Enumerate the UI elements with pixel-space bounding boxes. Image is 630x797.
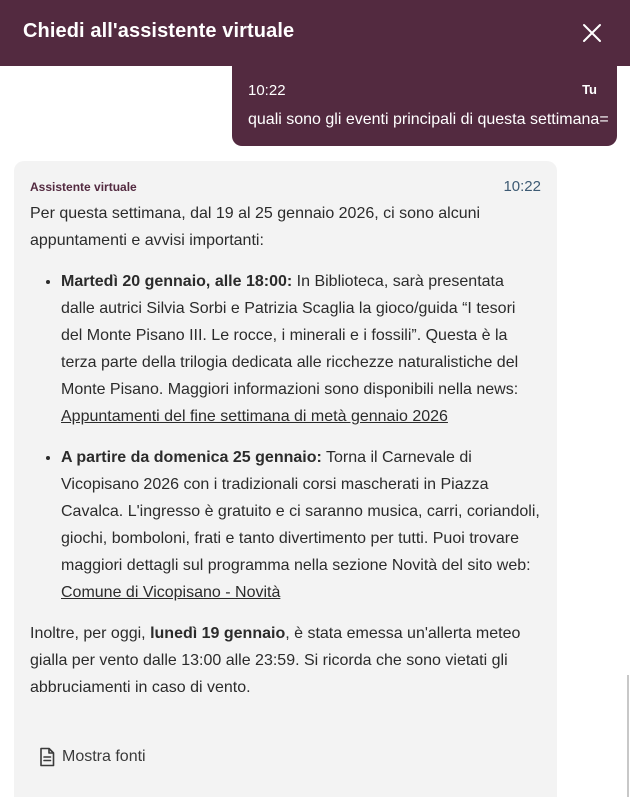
news-link[interactable]: Comune di Vicopisano - Novità — [61, 584, 281, 601]
document-icon — [38, 747, 56, 767]
close-icon — [580, 21, 604, 45]
assistant-intro: Per questa settimana, dal 19 al 25 gennaio 2026, ci sono alcuni appuntamenti e avvisi importanti: — [30, 205, 481, 249]
user-message-author: Tu — [582, 82, 597, 97]
list-item — [61, 268, 541, 430]
outro-date: lunedì 19 gennaio — [150, 625, 286, 642]
chat-title: Chiedi all'assistente virtuale — [23, 20, 295, 42]
assistant-message-author: Assistente virtuale — [30, 180, 137, 194]
user-message — [232, 66, 617, 146]
show-sources-label: Mostra fonti — [62, 748, 146, 765]
chat-header — [0, 0, 630, 66]
assistant-outro — [30, 620, 541, 701]
outro-text: , è stata emessa un'allerta meteo gialla per vento dalle 13:00 alle 23:59. Si ricorda che sono vietati gli abbruciamenti in caso di vento. — [30, 625, 521, 696]
assistant-message-time: 10:22 — [503, 178, 541, 195]
scrollbar[interactable] — [627, 675, 629, 797]
event-list — [30, 268, 541, 606]
event-date: A partire da domenica 25 gennaio: — [61, 449, 322, 466]
list-item — [61, 444, 541, 606]
event-description: Torna il Carnevale di Vicopisano 2026 con i tradizionali corsi mascherati in Piazza Cavalca. L'ingresso è gratuito e ci saranno musica, carri, coriandoli, giochi, bomboloni, frati e tanto divertimento per tutti. Puoi trovare maggiori dettagli sul programma nella sezione Novità del sito web: — [61, 449, 540, 574]
assistant-message — [14, 161, 557, 797]
event-description: In Biblioteca, sarà presentata dalle autrici Silvia Sorbi e Patrizia Scaglia la gioco/guida “I tesori del Monte Pisano III. Le rocce, i minerali e i fossili”. Questa è la terza parte della trilogia dedicata alle ricchezze naturalistiche del Monte Pisano. Maggiori informazioni sono disponibili nella news: — [61, 273, 519, 398]
event-date: Martedì 20 gennaio, alle 18:00: — [61, 273, 293, 290]
news-link[interactable]: Appuntamenti del fine settimana di metà gennaio 2026 — [61, 408, 448, 425]
user-message-text: quali sono gli eventi principali di questa settimana= — [248, 111, 609, 128]
show-sources-button[interactable] — [38, 747, 146, 767]
outro-text: Inoltre, per oggi, — [30, 625, 151, 642]
close-button[interactable] — [580, 21, 604, 45]
user-message-time: 10:22 — [248, 82, 286, 99]
